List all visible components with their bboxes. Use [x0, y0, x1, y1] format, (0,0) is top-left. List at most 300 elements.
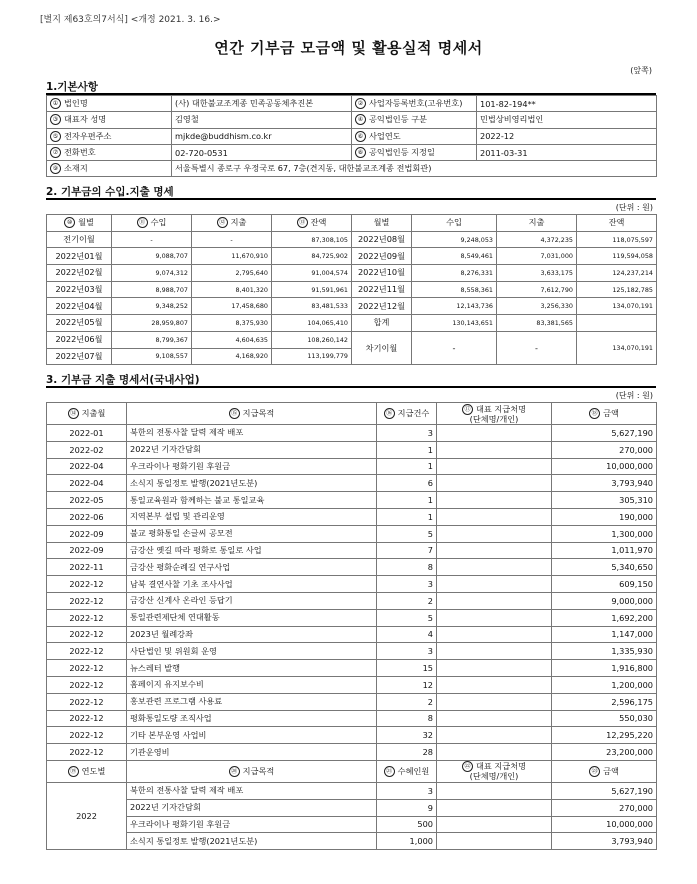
- column-header: [437, 760, 552, 782]
- expense-row: [47, 441, 657, 458]
- balance-cell: 83,481,533: [272, 298, 352, 315]
- month-cell: 2022년06월: [47, 331, 112, 348]
- column-header: [272, 215, 352, 232]
- expense-recipient: [437, 508, 552, 525]
- expense-month: 2022-04: [47, 458, 127, 475]
- item-number-icon: ⑩: [64, 217, 75, 228]
- expense-month: 2022-12: [47, 660, 127, 677]
- expense-purpose: 2023년 월례강좌: [127, 626, 377, 643]
- expense-month: 2022-12: [47, 727, 127, 744]
- info-label: [47, 144, 172, 160]
- month-row: [47, 281, 657, 298]
- yearly-amount: 3,793,940: [552, 833, 657, 850]
- expense-count: 5: [377, 609, 437, 626]
- expense-purpose: 평화통일도량 조직사업: [127, 710, 377, 727]
- expense-month: 2022-12: [47, 592, 127, 609]
- info-row: [47, 144, 657, 160]
- carry-forward-income: -: [412, 331, 497, 364]
- info-value: mjkde@buddhism.co.kr: [172, 128, 352, 144]
- month-row: [47, 331, 657, 348]
- expense-row: [47, 626, 657, 643]
- expense-count: 2: [377, 693, 437, 710]
- income-cell: 9,248,053: [412, 231, 497, 248]
- expense-recipient: [437, 744, 552, 761]
- column-header-text: 잔액: [310, 217, 327, 228]
- yearly-purpose: 2022년 기자간담회: [127, 799, 377, 816]
- balance-cell: 91,591,961: [272, 281, 352, 298]
- expense-count: 3: [377, 576, 437, 593]
- expense-recipient: [437, 609, 552, 626]
- expense-cell: 2,795,640: [192, 265, 272, 282]
- income-cell: 8,988,707: [112, 281, 192, 298]
- expense-month: 2022-05: [47, 492, 127, 509]
- balance-cell: 108,260,142: [272, 331, 352, 348]
- month-cell: 2022년11월: [352, 281, 412, 298]
- column-header: 지출: [497, 215, 577, 232]
- expense-purpose: 사단법인 및 위원회 운영: [127, 643, 377, 660]
- item-number-icon: ⑤: [50, 131, 61, 142]
- expense-count: 1: [377, 441, 437, 458]
- yearly-row: [47, 816, 657, 833]
- expense-count: 4: [377, 626, 437, 643]
- section3-unit: (단위 : 원): [615, 391, 653, 400]
- balance-cell: 118,075,597: [577, 231, 657, 248]
- section1-title: 1.기본사항: [46, 81, 98, 93]
- item-number-icon: ④: [355, 114, 366, 125]
- month-row: [47, 248, 657, 265]
- expense-purpose: 금강산 평화순례길 연구사업: [127, 559, 377, 576]
- expense-count: 1: [377, 492, 437, 509]
- info-value: 2022-12: [477, 128, 657, 144]
- expense-month: 2022-01: [47, 425, 127, 442]
- carry-forward-expense: -: [497, 331, 577, 364]
- expense-recipient: [437, 475, 552, 492]
- expense-purpose: 우크라이나 평화기원 후원금: [127, 458, 377, 475]
- expense-cell: 11,670,910: [192, 248, 272, 265]
- column-header-text: 지급목적: [242, 408, 275, 418]
- basic-info-table: [46, 95, 657, 177]
- item-number-icon: ①: [50, 98, 61, 109]
- expense-month: 2022-09: [47, 525, 127, 542]
- expense-recipient: [437, 643, 552, 660]
- page-side-label: (앞쪽): [630, 66, 652, 75]
- expense-cell: 7,031,000: [497, 248, 577, 265]
- expense-row: [47, 744, 657, 761]
- balance-cell: 91,004,574: [272, 265, 352, 282]
- column-header: 잔액: [577, 215, 657, 232]
- expense-amount: 2,596,175: [552, 693, 657, 710]
- expense-count: 2: [377, 592, 437, 609]
- expense-purpose: 소식지 통일정토 발행(2021년도분): [127, 475, 377, 492]
- expense-amount: 190,000: [552, 508, 657, 525]
- expense-month: 2022-12: [47, 693, 127, 710]
- info-label-text: 사업연도: [369, 130, 401, 141]
- info-row: [47, 112, 657, 128]
- column-header-text: 지급건수: [397, 408, 430, 418]
- page-title: 연간 기부금 모금액 및 활용실적 명세서: [214, 39, 483, 57]
- income-cell: 9,108,557: [112, 348, 192, 365]
- carry-forward-balance: 134,070,191: [577, 331, 657, 364]
- expense-recipient: [437, 676, 552, 693]
- expense-amount: 1,335,930: [552, 643, 657, 660]
- expense-recipient: [437, 693, 552, 710]
- month-cell: 2022년03월: [47, 281, 112, 298]
- item-number-icon: ⑥: [355, 131, 366, 142]
- expense-purpose: 홍보관련 프로그램 사용료: [127, 693, 377, 710]
- income-expense-table: [46, 214, 657, 365]
- month-cell: 2022년04월: [47, 298, 112, 315]
- item-number-icon: ⑦: [50, 147, 61, 158]
- info-value: 101-82-194**: [477, 96, 657, 112]
- item-number-icon: ②: [355, 98, 366, 109]
- yearly-row: [47, 799, 657, 816]
- column-header-text: 수입: [150, 217, 167, 228]
- expense-month: 2022-04: [47, 475, 127, 492]
- column-header: [47, 760, 127, 782]
- month-cell: 2022년08월: [352, 231, 412, 248]
- expense-amount: 1,692,200: [552, 609, 657, 626]
- info-value: 2011-03-31: [477, 144, 657, 160]
- column-header-text: 대표 지급처명: [475, 403, 527, 414]
- expense-row: [47, 492, 657, 509]
- column-header: [377, 403, 437, 425]
- column-header-text: 지급목적: [242, 765, 275, 776]
- info-value: 02-720-0531: [172, 144, 352, 160]
- item-number-icon: ⑳: [229, 766, 240, 777]
- column-header-text: 연도별: [81, 765, 106, 776]
- balance-cell: 134,070,191: [577, 298, 657, 315]
- item-number-icon: ⑲: [68, 766, 79, 777]
- expense-cell: 17,458,680: [192, 298, 272, 315]
- item-number-icon: ⑮: [229, 408, 240, 419]
- expense-amount: 270,000: [552, 441, 657, 458]
- balance-cell: [577, 315, 657, 332]
- expense-purpose: 뉴스레터 발행: [127, 660, 377, 677]
- expense-count: 28: [377, 744, 437, 761]
- expense-purpose: 지역본부 설립 및 관리운영: [127, 508, 377, 525]
- column-header: 수입: [412, 215, 497, 232]
- section3-rule: [46, 386, 656, 388]
- column-header: 월별: [352, 215, 412, 232]
- info-label-text: 법인명: [64, 98, 88, 109]
- yearly-amount: 5,627,190: [552, 782, 657, 799]
- expense-month: 2022-12: [47, 643, 127, 660]
- expense-amount: 9,000,000: [552, 592, 657, 609]
- header-row: [47, 760, 657, 782]
- expense-amount: 1,200,000: [552, 676, 657, 693]
- beneficiary-count: 3: [377, 782, 437, 799]
- month-cell: 2022년02월: [47, 265, 112, 282]
- balance-cell: 87,308,105: [272, 231, 352, 248]
- info-value: 민법상비영리법인: [477, 112, 657, 128]
- column-header-text: 지출월: [81, 408, 106, 418]
- column-header: [552, 403, 657, 425]
- column-header: [552, 760, 657, 782]
- expense-row: [47, 643, 657, 660]
- expense-cell: 83,381,565: [497, 315, 577, 332]
- expense-purpose: 기타 본부운영 사업비: [127, 727, 377, 744]
- month-cell: 2022년05월: [47, 315, 112, 332]
- income-cell: 130,143,651: [412, 315, 497, 332]
- column-header: [127, 403, 377, 425]
- expense-recipient: [437, 458, 552, 475]
- item-number-icon: ㉑: [384, 766, 395, 777]
- expense-amount: 1,011,970: [552, 542, 657, 559]
- month-cell: 합계: [352, 315, 412, 332]
- expense-purpose: 금강산 신계사 온라인 등답기: [127, 592, 377, 609]
- expense-recipient: [437, 542, 552, 559]
- section2-rule: [46, 198, 656, 200]
- expense-count: 3: [377, 425, 437, 442]
- item-number-icon: ⑫: [217, 217, 228, 228]
- expense-amount: 5,627,190: [552, 425, 657, 442]
- expense-row: [47, 660, 657, 677]
- expense-recipient: [437, 492, 552, 509]
- yearly-recipient: [437, 833, 552, 850]
- balance-cell: 119,594,058: [577, 248, 657, 265]
- expense-row: [47, 425, 657, 442]
- item-number-icon: ⑪: [137, 217, 148, 228]
- column-header-text: 대표 지급처명: [475, 761, 527, 772]
- info-label: [47, 161, 172, 177]
- column-header: [437, 403, 552, 425]
- info-label-text: 전자우편주소: [64, 130, 112, 141]
- month-cell: 2022년01월: [47, 248, 112, 265]
- month-cell: 2022년12월: [352, 298, 412, 315]
- expense-purpose: 북한의 전통사찰 달력 제작 배포: [127, 425, 377, 442]
- beneficiary-count: 9: [377, 799, 437, 816]
- info-label-text: 공익법인등 구분: [369, 114, 427, 125]
- expense-row: [47, 559, 657, 576]
- section3-title: 3. 기부금 지출 명세서(국내사업): [46, 374, 200, 386]
- expense-month: 2022-09: [47, 542, 127, 559]
- info-value: (사) 대한불교조계종 민족공동체추진본: [172, 96, 352, 112]
- expense-cell: 7,612,790: [497, 281, 577, 298]
- income-cell: 28,959,807: [112, 315, 192, 332]
- expense-month: 2022-12: [47, 676, 127, 693]
- column-header: [47, 215, 112, 232]
- expense-month: 2022-12: [47, 576, 127, 593]
- expense-amount: 12,295,220: [552, 727, 657, 744]
- expense-purpose: 금강산 옛길 따라 평화로 통일로 사업: [127, 542, 377, 559]
- expense-purpose: 통일교육원과 함께하는 불교 통일교육: [127, 492, 377, 509]
- item-number-icon: ⑰: [462, 404, 473, 415]
- info-label-text: 소재지: [64, 163, 88, 174]
- column-header-subtext: (단체명/개인): [469, 413, 519, 424]
- column-header: [112, 215, 192, 232]
- beneficiary-count: 500: [377, 816, 437, 833]
- expense-recipient: [437, 441, 552, 458]
- balance-cell: 124,237,214: [577, 265, 657, 282]
- month-cell: 2022년10월: [352, 265, 412, 282]
- item-number-icon: ⑱: [589, 408, 600, 419]
- income-cell: -: [112, 231, 192, 248]
- expense-amount: 550,030: [552, 710, 657, 727]
- form-reference-note: [별지 제63호의7서식] <개정 2021. 3. 16.>: [40, 15, 221, 25]
- expense-row: [47, 693, 657, 710]
- expense-count: 5: [377, 525, 437, 542]
- expense-count: 6: [377, 475, 437, 492]
- column-header: [377, 760, 437, 782]
- expense-amount: 1,147,000: [552, 626, 657, 643]
- expense-purpose: 2022년 기자간담회: [127, 441, 377, 458]
- expense-cell: 4,372,235: [497, 231, 577, 248]
- column-header: [192, 215, 272, 232]
- expense-cell: -: [192, 231, 272, 248]
- income-cell: 8,558,361: [412, 281, 497, 298]
- expense-row: [47, 542, 657, 559]
- expense-amount: 10,000,000: [552, 458, 657, 475]
- expense-count: 15: [377, 660, 437, 677]
- expense-recipient: [437, 525, 552, 542]
- yearly-purpose: 소식지 통일정토 발행(2021년도분): [127, 833, 377, 850]
- info-value: 김영철: [172, 112, 352, 128]
- income-cell: 8,549,461: [412, 248, 497, 265]
- expense-month: 2022-12: [47, 710, 127, 727]
- month-row: [47, 298, 657, 315]
- expense-row: [47, 609, 657, 626]
- balance-cell: 125,182,785: [577, 281, 657, 298]
- expense-recipient: [437, 626, 552, 643]
- expense-amount: 3,793,940: [552, 475, 657, 492]
- header-row: [47, 403, 657, 425]
- column-header-text: 월별: [78, 217, 94, 228]
- header-row: [47, 215, 657, 232]
- beneficiary-count: 1,000: [377, 833, 437, 850]
- info-label-text: 전화번호: [64, 147, 96, 158]
- yearly-row: [47, 833, 657, 850]
- expense-count: 32: [377, 727, 437, 744]
- expense-month: 2022-11: [47, 559, 127, 576]
- item-number-icon: ⑧: [355, 147, 366, 158]
- expense-cell: 4,168,920: [192, 348, 272, 365]
- info-label: [352, 128, 477, 144]
- info-label: [352, 112, 477, 128]
- expense-month: 2022-12: [47, 609, 127, 626]
- yearly-recipient: [437, 799, 552, 816]
- info-label: [352, 144, 477, 160]
- expense-row: [47, 710, 657, 727]
- yearly-amount: 270,000: [552, 799, 657, 816]
- column-header-subtext: (단체명/개인): [469, 771, 519, 782]
- income-cell: 12,143,736: [412, 298, 497, 315]
- item-number-icon: ⑯: [384, 408, 395, 419]
- expense-recipient: [437, 727, 552, 744]
- item-number-icon: ⑨: [50, 163, 61, 174]
- expense-row: [47, 727, 657, 744]
- section2-title: 2. 기부금의 수입.지출 명세: [46, 186, 174, 198]
- info-label-text: 사업자등록번호(고유번호): [369, 98, 463, 109]
- expense-row: [47, 592, 657, 609]
- balance-cell: 84,725,902: [272, 248, 352, 265]
- expense-count: 1: [377, 458, 437, 475]
- expense-cell: 8,401,320: [192, 281, 272, 298]
- item-number-icon: ③: [50, 114, 61, 125]
- yearly-recipient: [437, 782, 552, 799]
- item-number-icon: ㉓: [589, 766, 600, 777]
- yearly-purpose: 우크라이나 평화기원 후원금: [127, 816, 377, 833]
- expense-row: [47, 525, 657, 542]
- info-label-text: 공익법인등 지정일: [369, 147, 435, 158]
- yearly-recipient: [437, 816, 552, 833]
- item-number-icon: ⑬: [297, 217, 308, 228]
- expense-cell: 4,604,635: [192, 331, 272, 348]
- expense-row: [47, 508, 657, 525]
- expense-row: [47, 458, 657, 475]
- expense-count: 8: [377, 559, 437, 576]
- expense-count: 1: [377, 508, 437, 525]
- balance-cell: 104,065,410: [272, 315, 352, 332]
- info-row-address: [47, 161, 657, 177]
- expense-amount: 609,150: [552, 576, 657, 593]
- column-header-text: 수혜인원: [397, 765, 430, 776]
- expense-cell: 3,256,330: [497, 298, 577, 315]
- item-number-icon: ⑭: [68, 408, 79, 419]
- section2-unit: (단위 : 원): [615, 203, 653, 212]
- expense-count: 8: [377, 710, 437, 727]
- expense-count: 12: [377, 676, 437, 693]
- expense-purpose: 통일관련제단체 연대활동: [127, 609, 377, 626]
- expense-month: 2022-12: [47, 626, 127, 643]
- expense-recipient: [437, 710, 552, 727]
- expense-recipient: [437, 425, 552, 442]
- expense-row: [47, 475, 657, 492]
- expense-month: 2022-06: [47, 508, 127, 525]
- column-header-text: 지출: [230, 217, 247, 228]
- month-cell: 2022년09월: [352, 248, 412, 265]
- info-label: [47, 96, 172, 112]
- month-row: [47, 231, 657, 248]
- year-cell: 2022: [47, 782, 127, 849]
- domestic-expense-table: [46, 402, 657, 850]
- item-number-icon: ㉒: [462, 761, 473, 772]
- info-label-text: 대표자 성명: [64, 114, 107, 125]
- expense-cell: 3,633,175: [497, 265, 577, 282]
- expense-amount: 305,310: [552, 492, 657, 509]
- expense-recipient: [437, 660, 552, 677]
- expense-month: 2022-12: [47, 744, 127, 761]
- expense-recipient: [437, 576, 552, 593]
- expense-count: 3: [377, 643, 437, 660]
- expense-recipient: [437, 592, 552, 609]
- address-value: 서울특별시 종로구 우정국로 67, 7층(견지동, 대한불교조계종 전법회관): [172, 161, 657, 177]
- month-row: [47, 315, 657, 332]
- yearly-amount: 10,000,000: [552, 816, 657, 833]
- income-cell: 9,348,252: [112, 298, 192, 315]
- expense-cell: 8,375,930: [192, 315, 272, 332]
- column-header-text: 금액: [603, 408, 619, 418]
- yearly-purpose: 북한의 전통사찰 달력 제작 배포: [127, 782, 377, 799]
- income-cell: 9,074,312: [112, 265, 192, 282]
- month-row: [47, 265, 657, 282]
- expense-count: 7: [377, 542, 437, 559]
- info-label: [47, 128, 172, 144]
- income-cell: 8,276,331: [412, 265, 497, 282]
- month-cell: 2022년07월: [47, 348, 112, 365]
- expense-purpose: 홈페이지 유지보수비: [127, 676, 377, 693]
- info-row: [47, 128, 657, 144]
- income-cell: 8,799,367: [112, 331, 192, 348]
- expense-amount: 5,340,650: [552, 559, 657, 576]
- column-header: [47, 403, 127, 425]
- expense-purpose: 남북 결연사찰 기초 조사사업: [127, 576, 377, 593]
- expense-row: [47, 576, 657, 593]
- info-label: [47, 112, 172, 128]
- carry-forward-label: 차기이월: [352, 331, 412, 364]
- expense-amount: 23,200,000: [552, 744, 657, 761]
- expense-amount: 1,300,000: [552, 525, 657, 542]
- expense-month: 2022-02: [47, 441, 127, 458]
